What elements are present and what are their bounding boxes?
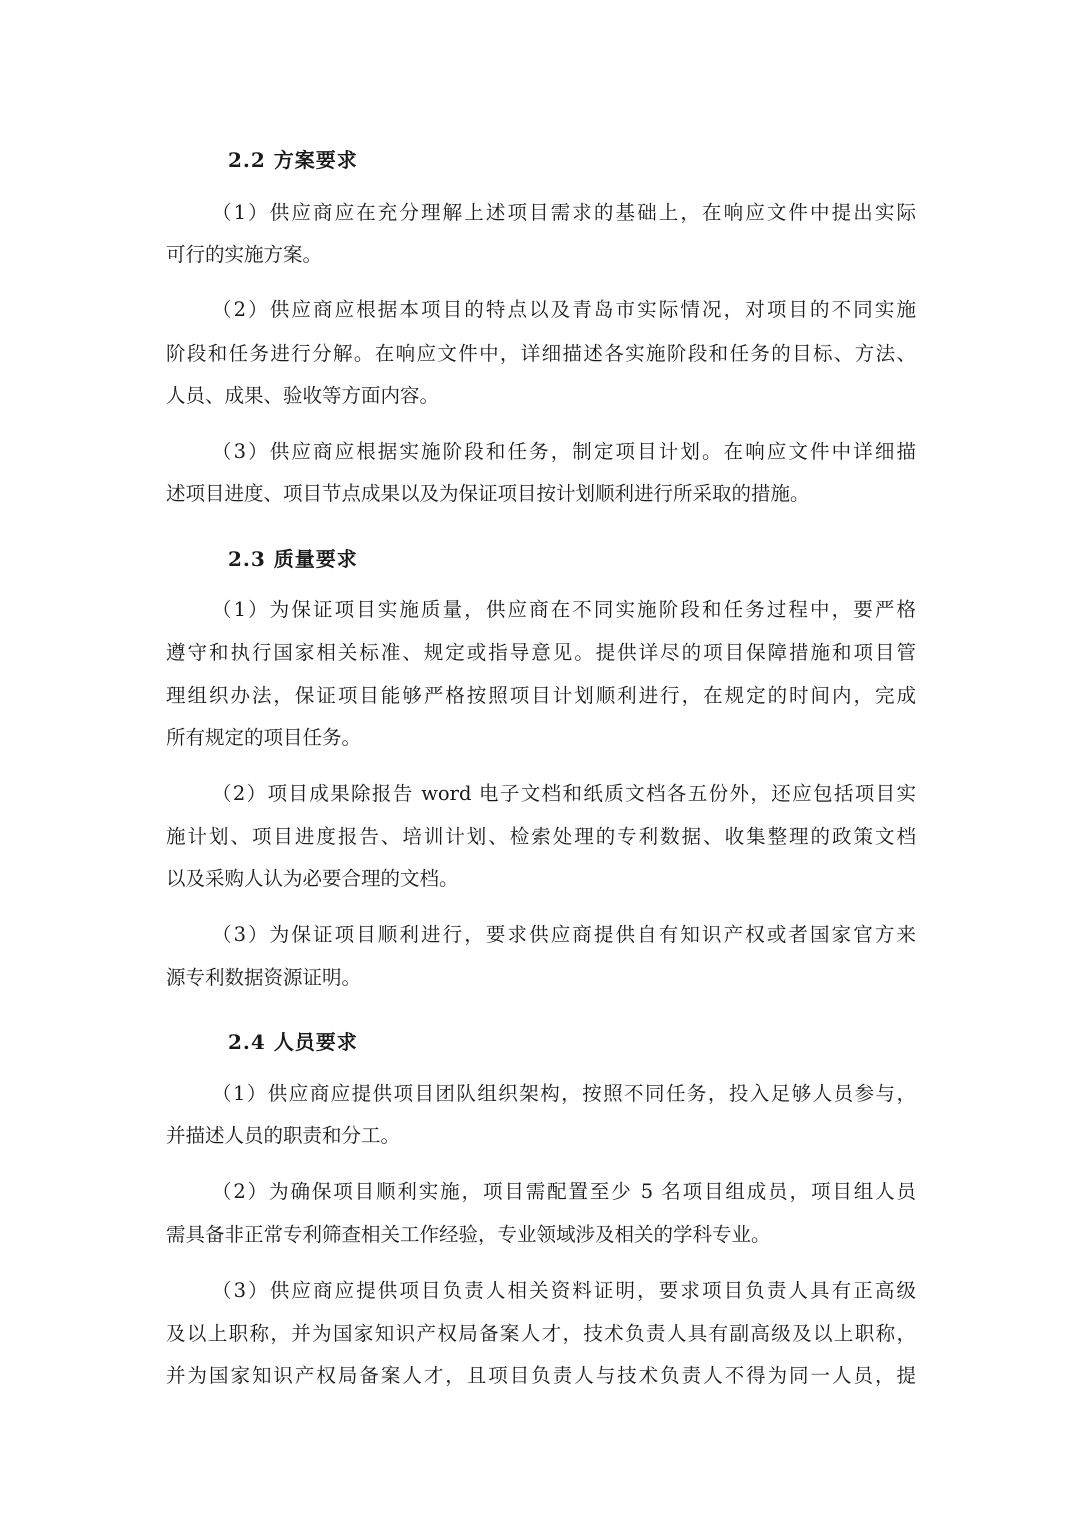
paragraph-line: 并为国家知识产权局备案人才，且项目负责人与技术负责人不得为同一人员，提 — [166, 1364, 916, 1387]
paragraph-line: 需具备非正常专利筛查相关工作经验，专业领域涉及相关的学科专业。 — [166, 1223, 771, 1246]
paragraph-line: 并描述人员的职责和分工。 — [166, 1124, 401, 1147]
paragraph-line: （3）为保证项目顺利进行，要求供应商提供自有知识产权或者国家官方来 — [212, 923, 916, 946]
paragraph-line: （1）为保证项目实施质量，供应商在不同实施阶段和任务过程中，要严格 — [212, 598, 916, 621]
paragraph-line: （1）供应商应提供项目团队组织架构，按照不同任务，投入足够人员参与， — [212, 1082, 916, 1105]
section-heading-2-3: 2.3 质量要求 — [228, 547, 358, 571]
paragraph-line: （3）供应商应提供项目负责人相关资料证明，要求项目负责人具有正高级 — [212, 1279, 916, 1302]
paragraph-line: （3）供应商应根据实施阶段和任务，制定项目计划。在响应文件中详细描 — [212, 440, 916, 463]
paragraph-line: 及以上职称，并为国家知识产权局备案人才，技术负责人具有副高级及以上职称， — [166, 1322, 916, 1345]
paragraph-line: （2）为确保项目顺利实施，项目需配置至少 5 名项目组成员，项目组人员 — [212, 1180, 916, 1203]
paragraph-line: 以及采购人认为必要合理的文档。 — [166, 867, 459, 890]
paragraph-line: 所有规定的项目任务。 — [166, 726, 362, 749]
paragraph-line: 源专利数据资源证明。 — [166, 966, 362, 989]
paragraph-line: 人员、成果、验收等方面内容。 — [166, 384, 440, 407]
paragraph-line: 理组织办法，保证项目能够严格按照项目计划顺利进行，在规定的时间内，完成 — [166, 684, 916, 707]
paragraph-line: 可行的实施方案。 — [166, 243, 323, 266]
paragraph-line: 遵守和执行国家相关标准、规定或指导意见。提供详尽的项目保障措施和项目管 — [166, 641, 916, 664]
section-heading-2-2: 2.2 方案要求 — [228, 148, 358, 172]
paragraph-line: 施计划、项目进度报告、培训计划、检索处理的专利数据、收集整理的政策文档 — [166, 825, 916, 848]
paragraph-line: （2）供应商应根据本项目的特点以及青岛市实际情况，对项目的不同实施 — [212, 298, 916, 321]
paragraph-line: （2）项目成果除报告 word 电子文档和纸质文档各五份外，还应包括项目实 — [212, 782, 916, 805]
section-heading-2-4: 2.4 人员要求 — [228, 1030, 358, 1054]
paragraph-line: （1）供应商应在充分理解上述项目需求的基础上，在响应文件中提出实际 — [212, 201, 916, 224]
paragraph-line: 阶段和任务进行分解。在响应文件中，详细描述各实施阶段和任务的目标、方法、 — [166, 342, 916, 365]
paragraph-line: 述项目进度、项目节点成果以及为保证项目按计划顺利进行所采取的措施。 — [166, 482, 810, 505]
